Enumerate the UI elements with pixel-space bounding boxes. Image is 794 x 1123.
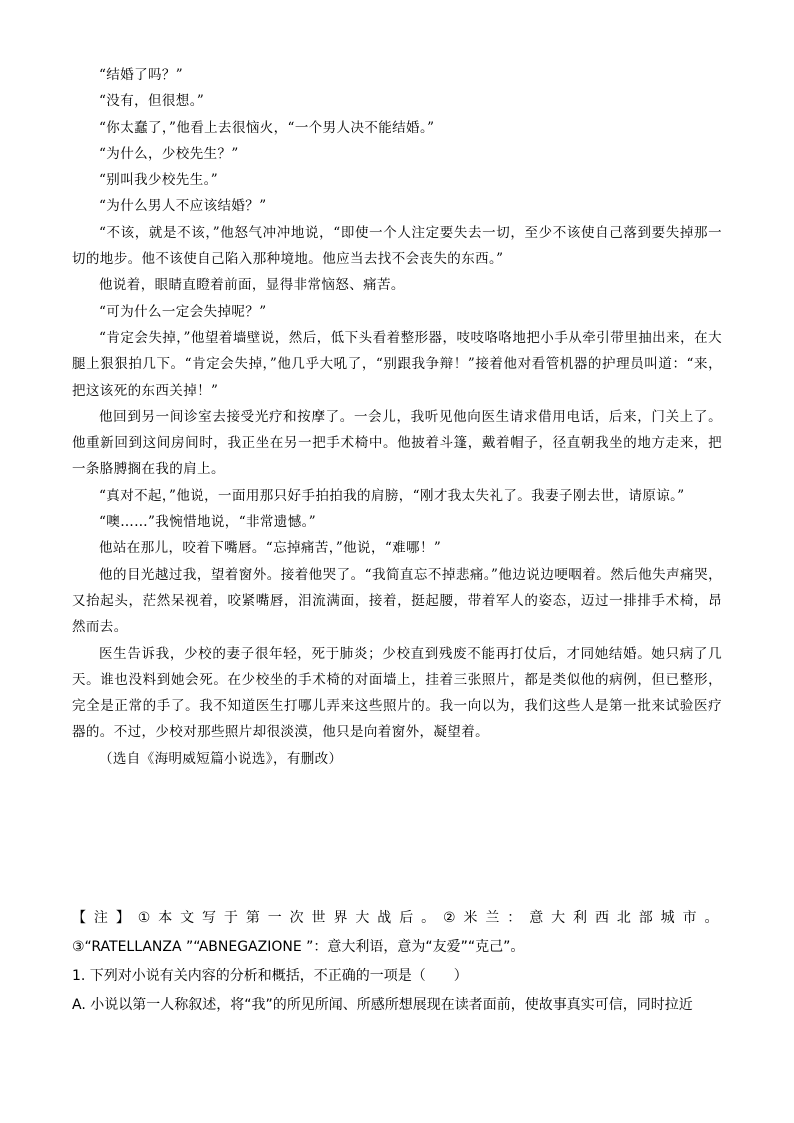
paragraph-5: “别叫我少校先生。” <box>99 172 219 189</box>
paragraph-15: 他的目光越过我，望着窗外。接着他哭了。“我简直忘不掉悲痛。”他边说边哽咽着。然后他失声痛哭，又抬起头，茫然呆视着，咬紧嘴唇，泪流满面，接着，挺起腰，带着军人的姿态，迈过一排排手术椅，昂然而去。 <box>72 566 722 636</box>
paragraph-12: “真对不起，”他说，一面用那只好手拍拍我的肩膀，“刚才我太失礼了。我妻子刚去世，请原谅。” <box>99 487 685 504</box>
paragraph-8: 他说着，眼睛直瞪着前面，显得非常恼怒、痛苦。 <box>99 277 405 294</box>
paragraph-16: 医生告诉我，少校的妻子很年轻，死于肺炎；少校直到残废不能再打仗后，才同她结婚。她只病了几天。谁也没料到她会死。在少校坐的手术椅的对面墙上，挂着三张照片，都是类似他的病例，但已整形，完全是正常的手了。我不知道医生打哪儿弄来这些照片的。我一向以为，我们这些人是第一批来试验医疗器的。不过，少校对那些照片却很淡漠，他只是向着窗外，凝望着。 <box>72 645 722 741</box>
paragraph-11: 他回到另一间诊室去接受光疗和按摩了。一会儿，我听见他向医生请求借用电话，后来，门关上了。他重新回到这间房间时，我正坐在另一把手术椅中。他披着斗篷，戴着帽子，径直朝我坐的地方走来，把一条胳膊搁在我的肩上。 <box>72 408 722 478</box>
option-a: A. 小说以第一人称叙述，将“我”的所见所闻、所感所想展现在读者面前，使故事真实可信，同时拉近 <box>72 997 693 1013</box>
paragraph-7: “不该，就是不该，”他怒气冲冲地说，“即使一个人注定要失去一切，至少不该使自己落到要失掉那一切的地步。他不该使自己陷入那种境地。他应当去找不会丧失的东西。” <box>72 224 722 268</box>
paragraph-3: “你太蠢了，”他看上去很恼火，“一个男人决不能结婚。” <box>99 119 435 136</box>
paragraph-1: “结婚了吗？” <box>99 67 184 83</box>
note-line-2: ③“RATELLANZA ”“ABNEGAZIONE ”：意大利语，意为“友爱”“克己”。 <box>72 939 525 955</box>
note-line-1: 【注】①本文写于第一次世界大战后。②米兰：意大利西北部城市。 <box>72 910 722 926</box>
story-text <box>72 62 722 772</box>
paragraph-10: “肯定会失掉，”他望着墙壁说，然后，低下头看着整形器，吱吱咯咯地把小手从牵引带里抽出来，在大腿上狠狠拍几下。“肯定会失掉，”他几乎大吼了，“别跟我争辩！”接着他对看管机器的护理员叫道：“来，把这该死的东西关掉！” <box>72 329 722 399</box>
paragraph-13: “噢……”我惋惜地说，“非常遗憾。” <box>99 514 317 531</box>
notes-section <box>72 904 722 1020</box>
paragraph-14: 他站在那儿，咬着下嘴唇。“忘掉痛苦，”他说，“难哪！” <box>99 540 442 557</box>
paragraph-6: “为什么男人不应该结婚？” <box>99 198 267 215</box>
paragraph-9: “可为什么一定会失掉呢？” <box>99 303 267 320</box>
source-citation: （选自《海明威短篇小说选》，有删改） <box>99 750 343 767</box>
paragraph-4: “为什么，少校先生？” <box>99 145 239 162</box>
question-stem: 1. 下列对小说有关内容的分析和概括，不正确的一项是（ ） <box>72 968 468 984</box>
paragraph-2: “没有，但很想。” <box>99 93 205 110</box>
